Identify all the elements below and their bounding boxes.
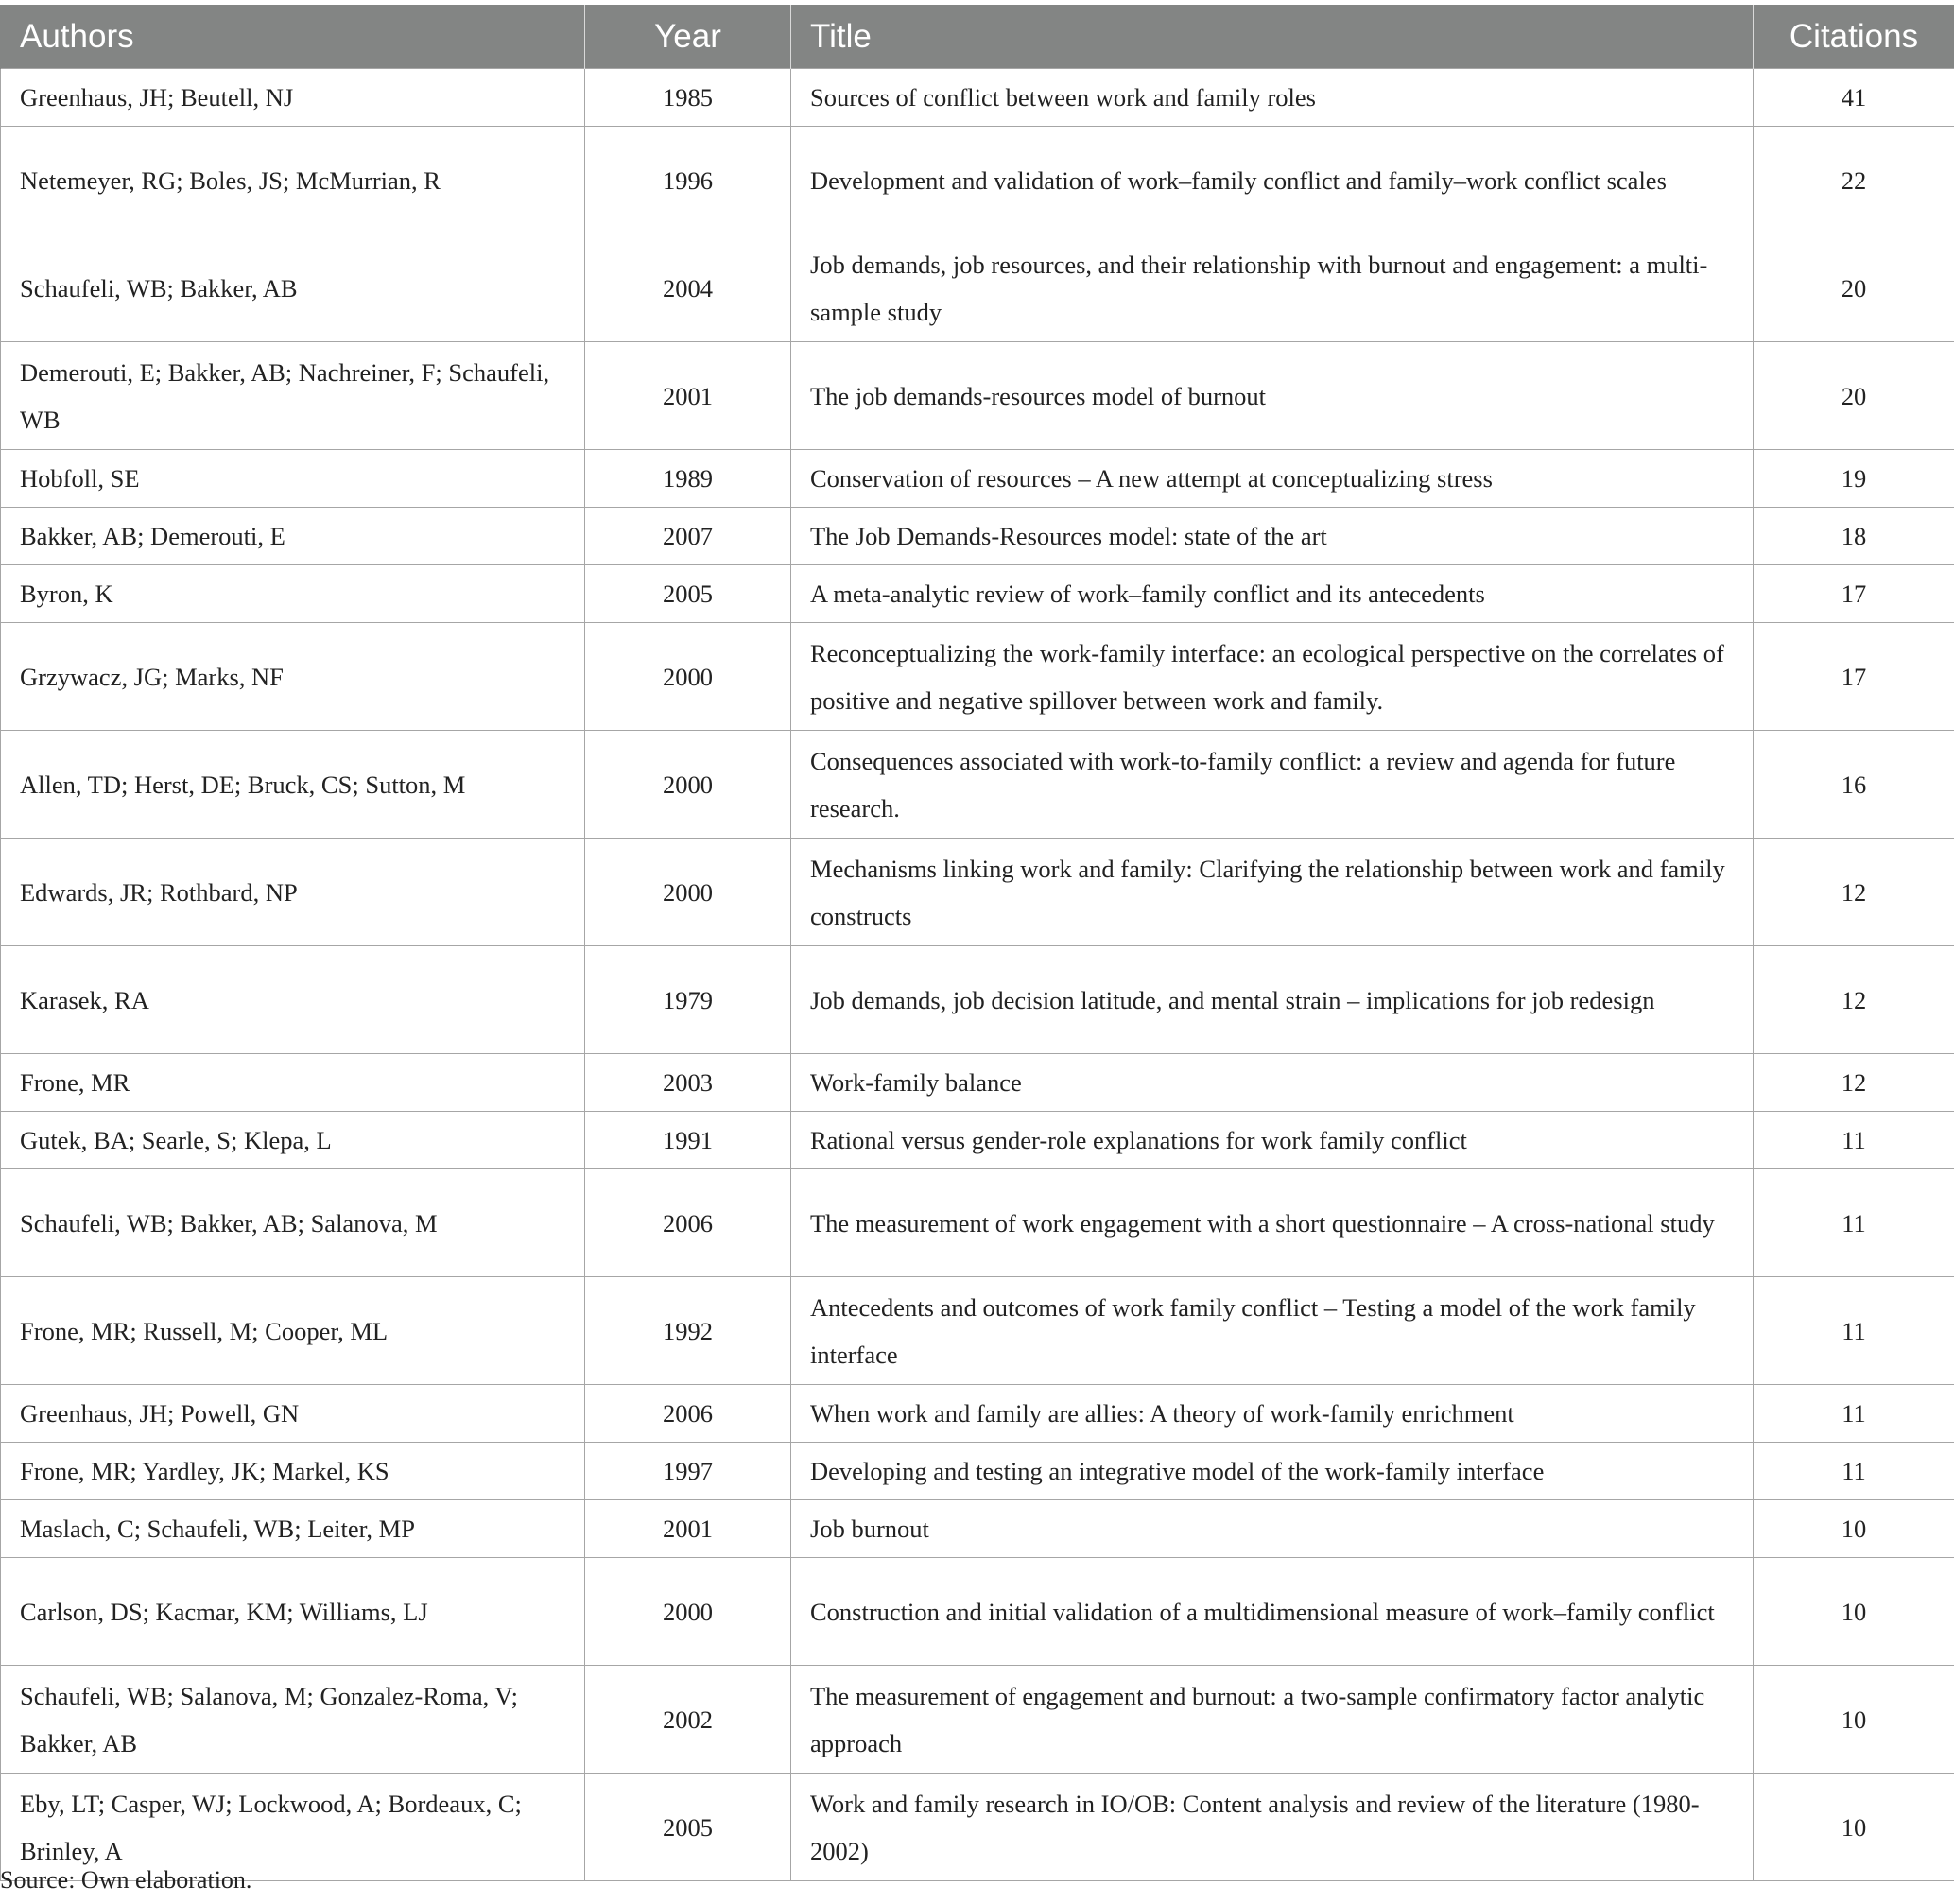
cell-year: 1991 <box>585 1112 791 1169</box>
cell-year: 2000 <box>585 731 791 839</box>
cell-title: When work and family are allies: A theory of work-family enrichment <box>791 1385 1754 1443</box>
table-row <box>1 1558 1954 1666</box>
cell-title: Consequences associated with work-to-family conflict: a review and agenda for future research. <box>791 731 1754 839</box>
table-row <box>1 69 1954 127</box>
cell-authors: Gutek, BA; Searle, S; Klepa, L <box>1 1112 585 1169</box>
table-row <box>1 508 1954 565</box>
cell-authors: Schaufeli, WB; Bakker, AB <box>1 234 585 342</box>
table-body <box>1 69 1954 1881</box>
cell-title: Conservation of resources – A new attempt at conceptualizing stress <box>791 450 1754 508</box>
cell-authors: Eby, LT; Casper, WJ; Lockwood, A; Bordeaux, C; Brinley, A <box>1 1774 585 1881</box>
cell-authors: Hobfoll, SE <box>1 450 585 508</box>
cell-citations: 11 <box>1754 1443 1954 1500</box>
cell-title: Sources of conflict between work and family roles <box>791 69 1754 127</box>
cell-authors: Maslach, C; Schaufeli, WB; Leiter, MP <box>1 1500 585 1558</box>
cell-citations: 11 <box>1754 1385 1954 1443</box>
cell-authors: Frone, MR; Yardley, JK; Markel, KS <box>1 1443 585 1500</box>
cell-title: The measurement of work engagement with a short questionnaire – A cross-national study <box>791 1169 1754 1277</box>
table-row <box>1 450 1954 508</box>
table-row <box>1 1666 1954 1774</box>
cell-title: The Job Demands-Resources model: state of the art <box>791 508 1754 565</box>
cell-year: 2001 <box>585 1500 791 1558</box>
cell-citations: 20 <box>1754 342 1954 450</box>
table-row <box>1 565 1954 623</box>
cell-citations: 20 <box>1754 234 1954 342</box>
table-row <box>1 1443 1954 1500</box>
cell-citations: 10 <box>1754 1500 1954 1558</box>
cell-citations: 18 <box>1754 508 1954 565</box>
cell-authors: Byron, K <box>1 565 585 623</box>
table-row <box>1 1385 1954 1443</box>
cell-year: 2007 <box>585 508 791 565</box>
cell-year: 2005 <box>585 565 791 623</box>
cell-authors: Netemeyer, RG; Boles, JS; McMurrian, R <box>1 127 585 234</box>
cell-year: 1992 <box>585 1277 791 1385</box>
cell-citations: 11 <box>1754 1112 1954 1169</box>
table-row <box>1 1774 1954 1881</box>
cell-year: 2006 <box>585 1385 791 1443</box>
cell-year: 2004 <box>585 234 791 342</box>
cell-title: Development and validation of work–family conflict and family–work conflict scales <box>791 127 1754 234</box>
cell-year: 1985 <box>585 69 791 127</box>
cell-year: 2003 <box>585 1054 791 1112</box>
cell-authors: Carlson, DS; Kacmar, KM; Williams, LJ <box>1 1558 585 1666</box>
cell-year: 1996 <box>585 127 791 234</box>
cell-authors: Schaufeli, WB; Salanova, M; Gonzalez-Roma, V; Bakker, AB <box>1 1666 585 1774</box>
cell-authors: Greenhaus, JH; Beutell, NJ <box>1 69 585 127</box>
cell-citations: 12 <box>1754 946 1954 1054</box>
cell-citations: 41 <box>1754 69 1954 127</box>
header-row <box>1 5 1954 69</box>
header-title: Title <box>791 5 1754 69</box>
cell-citations: 10 <box>1754 1774 1954 1881</box>
table-row <box>1 1054 1954 1112</box>
cell-year: 2000 <box>585 1558 791 1666</box>
cell-citations: 12 <box>1754 839 1954 946</box>
table-header <box>1 5 1954 69</box>
cell-authors: Bakker, AB; Demerouti, E <box>1 508 585 565</box>
cell-year: 2000 <box>585 623 791 731</box>
cell-year: 2006 <box>585 1169 791 1277</box>
table-row <box>1 342 1954 450</box>
header-authors: Authors <box>1 5 585 69</box>
cell-title: Rational versus gender-role explanations for work family conflict <box>791 1112 1754 1169</box>
cell-authors: Schaufeli, WB; Bakker, AB; Salanova, M <box>1 1169 585 1277</box>
cell-title: Reconceptualizing the work-family interface: an ecological perspective on the correlates of positive and negative spillover between work and family. <box>791 623 1754 731</box>
source-note: Source: Own elaboration. <box>0 1866 252 1894</box>
cell-title: Mechanisms linking work and family: Clarifying the relationship between work and family constructs <box>791 839 1754 946</box>
cell-authors: Greenhaus, JH; Powell, GN <box>1 1385 585 1443</box>
cell-authors: Karasek, RA <box>1 946 585 1054</box>
cell-title: Work and family research in IO/OB: Content analysis and review of the literature (1980-2002) <box>791 1774 1754 1881</box>
cell-title: The job demands-resources model of burnout <box>791 342 1754 450</box>
cell-title: Work-family balance <box>791 1054 1754 1112</box>
cell-citations: 22 <box>1754 127 1954 234</box>
header-year: Year <box>585 5 791 69</box>
cell-year: 1997 <box>585 1443 791 1500</box>
cell-citations: 19 <box>1754 450 1954 508</box>
cell-authors: Frone, MR <box>1 1054 585 1112</box>
table-row <box>1 946 1954 1054</box>
cell-citations: 10 <box>1754 1558 1954 1666</box>
header-citations: Citations <box>1754 5 1954 69</box>
cell-title: Job burnout <box>791 1500 1754 1558</box>
table-row <box>1 234 1954 342</box>
table-row <box>1 839 1954 946</box>
cell-year: 2000 <box>585 839 791 946</box>
cell-citations: 17 <box>1754 565 1954 623</box>
table-row <box>1 731 1954 839</box>
table-row <box>1 1112 1954 1169</box>
cell-authors: Frone, MR; Russell, M; Cooper, ML <box>1 1277 585 1385</box>
cell-title: Job demands, job resources, and their relationship with burnout and engagement: a multi-sample study <box>791 234 1754 342</box>
cell-title: Job demands, job decision latitude, and mental strain – implications for job redesign <box>791 946 1754 1054</box>
cell-title: A meta-analytic review of work–family conflict and its antecedents <box>791 565 1754 623</box>
cell-year: 2005 <box>585 1774 791 1881</box>
cell-title: Construction and initial validation of a multidimensional measure of work–family conflict <box>791 1558 1754 1666</box>
cell-authors: Allen, TD; Herst, DE; Bruck, CS; Sutton, M <box>1 731 585 839</box>
cell-citations: 11 <box>1754 1277 1954 1385</box>
cell-authors: Grzywacz, JG; Marks, NF <box>1 623 585 731</box>
cell-year: 2002 <box>585 1666 791 1774</box>
cell-authors: Edwards, JR; Rothbard, NP <box>1 839 585 946</box>
table-row <box>1 1500 1954 1558</box>
cell-citations: 10 <box>1754 1666 1954 1774</box>
cell-citations: 16 <box>1754 731 1954 839</box>
cell-year: 1979 <box>585 946 791 1054</box>
cell-year: 1989 <box>585 450 791 508</box>
cell-authors: Demerouti, E; Bakker, AB; Nachreiner, F; Schaufeli, WB <box>1 342 585 450</box>
cell-title: The measurement of engagement and burnout: a two-sample confirmatory factor analytic approach <box>791 1666 1754 1774</box>
cell-title: Developing and testing an integrative model of the work-family interface <box>791 1443 1754 1500</box>
citation-table <box>0 5 1954 1881</box>
cell-title: Antecedents and outcomes of work family conflict – Testing a model of the work family interface <box>791 1277 1754 1385</box>
table-row <box>1 127 1954 234</box>
cell-citations: 12 <box>1754 1054 1954 1112</box>
cell-citations: 17 <box>1754 623 1954 731</box>
table-row <box>1 623 1954 731</box>
table-row <box>1 1277 1954 1385</box>
cell-year: 2001 <box>585 342 791 450</box>
citation-table-container <box>0 5 1954 1881</box>
table-row <box>1 1169 1954 1277</box>
cell-citations: 11 <box>1754 1169 1954 1277</box>
